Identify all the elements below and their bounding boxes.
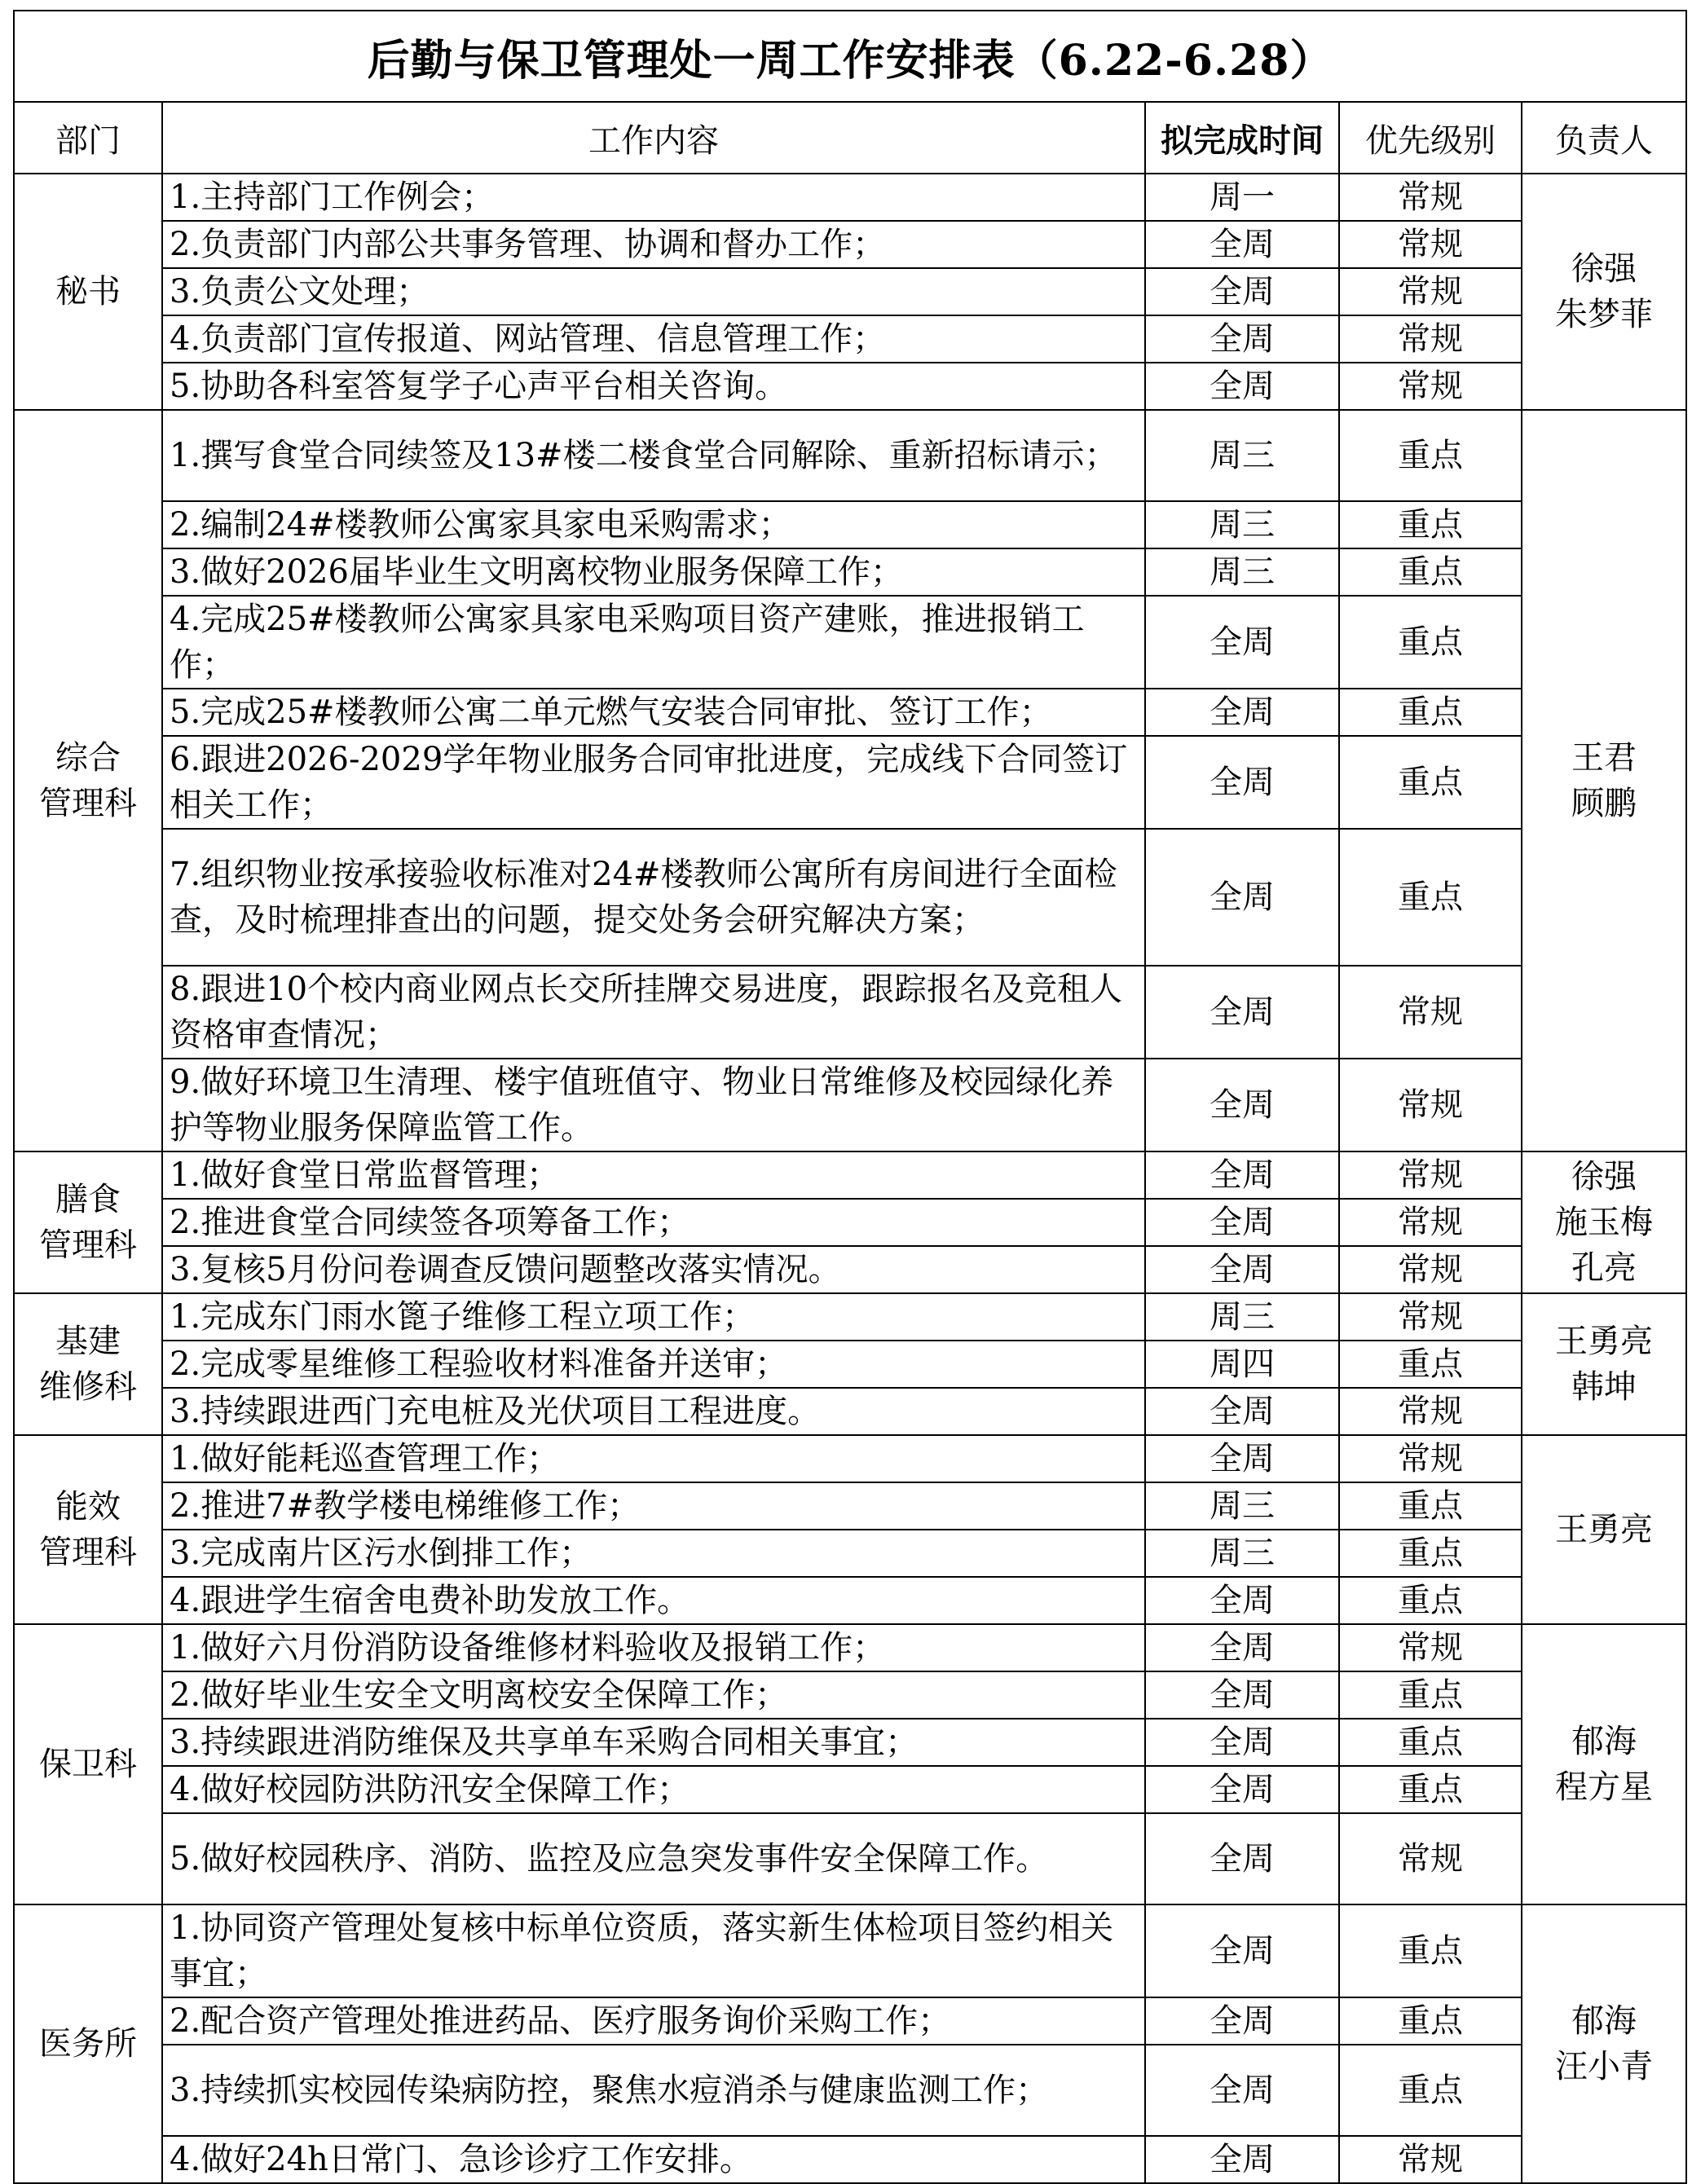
header-owner: 负责人 — [1522, 102, 1686, 174]
table-row — [14, 1435, 1686, 1482]
task-content-cell: 1.完成东门雨水篦子维修工程立项工作； — [162, 1293, 1145, 1341]
priority-cell: 常规 — [1339, 174, 1522, 221]
table-row — [14, 2136, 1686, 2183]
deadline-cell: 周三 — [1145, 548, 1339, 596]
task-content-cell: 1.做好食堂日常监督管理； — [162, 1151, 1145, 1199]
task-content-cell: 2.配合资产管理处推进药品、医疗服务询价采购工作； — [162, 1997, 1145, 2045]
deadline-cell: 全周 — [1145, 1766, 1339, 1813]
deadline-cell: 全周 — [1145, 2045, 1339, 2136]
deadline-cell: 全周 — [1145, 1577, 1339, 1624]
table-row — [14, 1246, 1686, 1293]
owner-name: 孔亮 — [1571, 1249, 1637, 1287]
task-content-cell: 3.持续跟进西门充电桩及光伏项目工程进度。 — [162, 1388, 1145, 1435]
task-content-cell: 5.协助各科室答复学子心声平台相关咨询。 — [162, 363, 1145, 410]
priority-cell: 常规 — [1339, 221, 1522, 268]
deadline-cell: 全周 — [1145, 1624, 1339, 1671]
deadline-cell: 全周 — [1145, 268, 1339, 315]
owner-name: 顾鹏 — [1571, 785, 1637, 822]
task-content-cell: 4.做好校园防洪防汛安全保障工作； — [162, 1766, 1145, 1813]
owner-cell — [1522, 174, 1686, 410]
priority-cell: 常规 — [1339, 1059, 1522, 1151]
priority-cell: 重点 — [1339, 1577, 1522, 1624]
owner-name: 汪小青 — [1555, 2048, 1653, 2085]
deadline-cell: 全周 — [1145, 966, 1339, 1059]
priority-cell: 重点 — [1339, 829, 1522, 966]
owner-cell — [1522, 1435, 1686, 1624]
deadline-cell: 周四 — [1145, 1341, 1339, 1388]
header-deadline: 拟完成时间 — [1145, 102, 1339, 174]
table-row — [14, 1530, 1686, 1577]
deadline-cell: 全周 — [1145, 1199, 1339, 1246]
table-row — [14, 2045, 1686, 2136]
priority-cell: 常规 — [1339, 966, 1522, 1059]
priority-cell: 常规 — [1339, 1435, 1522, 1482]
table-row — [14, 1293, 1686, 1341]
task-content-cell: 3.做好2026届毕业生文明离校物业服务保障工作； — [162, 548, 1145, 596]
deadline-cell: 周三 — [1145, 410, 1339, 501]
priority-cell: 重点 — [1339, 1482, 1522, 1530]
task-content-cell: 9.做好环境卫生清理、楼宇值班值守、物业日常维修及校园绿化养护等物业服务保障监管工作。 — [162, 1059, 1145, 1151]
priority-cell: 重点 — [1339, 1766, 1522, 1813]
department-cell — [14, 1624, 162, 1904]
table-row — [14, 1151, 1686, 1199]
task-content-cell: 2.推进7#教学楼电梯维修工作； — [162, 1482, 1145, 1530]
deadline-cell: 全周 — [1145, 1997, 1339, 2045]
deadline-cell: 全周 — [1145, 1388, 1339, 1435]
priority-cell: 常规 — [1339, 1388, 1522, 1435]
task-content-cell: 5.完成25#楼教师公寓二单元燃气安装合同审批、签订工作； — [162, 689, 1145, 736]
deadline-cell: 全周 — [1145, 363, 1339, 410]
table-row — [14, 363, 1686, 410]
deadline-cell: 全周 — [1145, 221, 1339, 268]
deadline-cell: 全周 — [1145, 1059, 1339, 1151]
priority-cell: 重点 — [1339, 410, 1522, 501]
priority-cell: 重点 — [1339, 1997, 1522, 2045]
department-name-line: 保卫科 — [39, 1746, 137, 1783]
deadline-cell: 全周 — [1145, 2136, 1339, 2183]
priority-cell: 重点 — [1339, 501, 1522, 548]
priority-cell: 重点 — [1339, 596, 1522, 689]
table-row — [14, 501, 1686, 548]
owner-name: 王勇亮 — [1555, 1511, 1653, 1548]
task-content-cell: 2.负责部门内部公共事务管理、协调和督办工作； — [162, 221, 1145, 268]
table-row — [14, 966, 1686, 1059]
table-row — [14, 548, 1686, 596]
priority-cell: 常规 — [1339, 1624, 1522, 1671]
priority-cell: 常规 — [1339, 1199, 1522, 1246]
deadline-cell: 全周 — [1145, 1246, 1339, 1293]
table-row — [14, 1813, 1686, 1904]
task-content-cell: 5.做好校园秩序、消防、监控及应急突发事件安全保障工作。 — [162, 1813, 1145, 1904]
task-content-cell: 4.完成25#楼教师公寓家具家电采购项目资产建账，推进报销工作； — [162, 596, 1145, 689]
department-name-line: 医务所 — [39, 2025, 137, 2063]
priority-cell: 重点 — [1339, 1530, 1522, 1577]
deadline-cell: 全周 — [1145, 1435, 1339, 1482]
priority-cell: 重点 — [1339, 736, 1522, 829]
task-content-cell: 4.跟进学生宿舍电费补助发放工作。 — [162, 1577, 1145, 1624]
department-cell — [14, 1904, 162, 2183]
priority-cell: 常规 — [1339, 315, 1522, 363]
owner-cell — [1522, 410, 1686, 1151]
department-name-line: 管理科 — [39, 1534, 137, 1571]
department-cell — [14, 1435, 162, 1624]
priority-cell: 常规 — [1339, 268, 1522, 315]
schedule-sheet — [13, 10, 1685, 2184]
sheet-title: 后勤与保卫管理处一周工作安排表（6.22-6.28） — [14, 11, 1686, 102]
deadline-cell: 全周 — [1145, 1904, 1339, 1997]
priority-cell: 常规 — [1339, 1813, 1522, 1904]
owner-cell — [1522, 1151, 1686, 1293]
task-content-cell: 2.编制24#楼教师公寓家具家电采购需求； — [162, 501, 1145, 548]
table-row — [14, 1904, 1686, 1997]
deadline-cell: 全周 — [1145, 315, 1339, 363]
owner-cell — [1522, 1293, 1686, 1435]
table-row — [14, 829, 1686, 966]
task-content-cell: 4.负责部门宣传报道、网站管理、信息管理工作； — [162, 315, 1145, 363]
deadline-cell: 全周 — [1145, 1719, 1339, 1766]
priority-cell: 常规 — [1339, 363, 1522, 410]
task-content-cell: 3.负责公文处理； — [162, 268, 1145, 315]
priority-cell: 重点 — [1339, 1719, 1522, 1766]
owner-name: 韩坤 — [1571, 1368, 1637, 1406]
priority-cell: 常规 — [1339, 1246, 1522, 1293]
owner-name: 徐强 — [1571, 250, 1637, 288]
deadline-cell: 周三 — [1145, 1293, 1339, 1341]
department-cell — [14, 1293, 162, 1435]
department-name-line: 管理科 — [39, 785, 137, 822]
task-content-cell: 2.完成零星维修工程验收材料准备并送审； — [162, 1341, 1145, 1388]
department-cell — [14, 1151, 162, 1293]
header-priority: 优先级别 — [1339, 102, 1522, 174]
task-content-cell: 8.跟进10个校内商业网点长交所挂牌交易进度，跟踪报名及竞租人资格审查情况； — [162, 966, 1145, 1059]
department-name-line: 膳食 — [55, 1181, 121, 1218]
task-content-cell: 3.完成南片区污水倒排工作； — [162, 1530, 1145, 1577]
table-row — [14, 1624, 1686, 1671]
table-row — [14, 1766, 1686, 1813]
deadline-cell: 周三 — [1145, 1530, 1339, 1577]
deadline-cell: 周三 — [1145, 501, 1339, 548]
deadline-cell: 周一 — [1145, 174, 1339, 221]
task-content-cell: 3.复核5月份问卷调查反馈问题整改落实情况。 — [162, 1246, 1145, 1293]
table-row — [14, 268, 1686, 315]
owner-name: 王君 — [1571, 739, 1637, 777]
deadline-cell: 全周 — [1145, 1671, 1339, 1719]
table-row — [14, 1341, 1686, 1388]
owner-cell — [1522, 1624, 1686, 1904]
deadline-cell: 全周 — [1145, 1151, 1339, 1199]
deadline-cell: 周三 — [1145, 1482, 1339, 1530]
task-content-cell: 1.做好六月份消防设备维修材料验收及报销工作； — [162, 1624, 1145, 1671]
table-row — [14, 736, 1686, 829]
department-cell — [14, 410, 162, 1151]
owner-name: 程方星 — [1555, 1768, 1653, 1806]
deadline-cell: 全周 — [1145, 596, 1339, 689]
owner-name: 施玉梅 — [1555, 1204, 1653, 1241]
department-name-line: 基建 — [55, 1323, 121, 1360]
owner-name: 王勇亮 — [1555, 1323, 1653, 1360]
table-row — [14, 1059, 1686, 1151]
task-content-cell: 6.跟进2026-2029学年物业服务合同审批进度，完成线下合同签订相关工作； — [162, 736, 1145, 829]
table-row — [14, 1671, 1686, 1719]
department-name-line: 秘书 — [55, 273, 121, 310]
department-name-line: 管理科 — [39, 1226, 137, 1264]
table-row — [14, 1719, 1686, 1766]
priority-cell: 重点 — [1339, 548, 1522, 596]
priority-cell: 重点 — [1339, 1341, 1522, 1388]
task-content-cell: 1.协同资产管理处复核中标单位资质，落实新生体检项目签约相关事宜； — [162, 1904, 1145, 1997]
owner-name: 郁海 — [1571, 2002, 1637, 2040]
priority-cell: 常规 — [1339, 2136, 1522, 2183]
table-row — [14, 315, 1686, 363]
owner-name: 郁海 — [1571, 1723, 1637, 1760]
owner-name: 朱梦菲 — [1555, 296, 1653, 333]
table-row — [14, 221, 1686, 268]
task-content-cell: 1.主持部门工作例会； — [162, 174, 1145, 221]
owner-name: 徐强 — [1571, 1158, 1637, 1195]
task-content-cell: 2.推进食堂合同续签各项筹备工作； — [162, 1199, 1145, 1246]
task-content-cell: 1.撰写食堂合同续签及13#楼二楼食堂合同解除、重新招标请示； — [162, 410, 1145, 501]
task-content-cell: 3.持续跟进消防维保及共享单车采购合同相关事宜； — [162, 1719, 1145, 1766]
task-content-cell: 2.做好毕业生安全文明离校安全保障工作； — [162, 1671, 1145, 1719]
schedule-body — [14, 174, 1686, 2183]
table-row — [14, 1997, 1686, 2045]
table-row — [14, 1388, 1686, 1435]
priority-cell: 常规 — [1339, 1293, 1522, 1341]
department-name-line: 综合 — [55, 739, 121, 777]
table-row — [14, 1482, 1686, 1530]
task-content-cell: 1.做好能耗巡查管理工作； — [162, 1435, 1145, 1482]
header-content: 工作内容 — [162, 102, 1145, 174]
task-content-cell: 4.做好24h日常门、急诊诊疗工作安排。 — [162, 2136, 1145, 2183]
table-row — [14, 596, 1686, 689]
department-cell — [14, 174, 162, 410]
task-content-cell: 7.组织物业按承接验收标准对24#楼教师公寓所有房间进行全面检查，及时梳理排查出的问题，提交处务会研究解决方案； — [162, 829, 1145, 966]
priority-cell: 重点 — [1339, 1671, 1522, 1719]
priority-cell: 重点 — [1339, 2045, 1522, 2136]
priority-cell: 常规 — [1339, 1151, 1522, 1199]
table-row — [14, 1577, 1686, 1624]
table-row — [14, 174, 1686, 221]
deadline-cell: 全周 — [1145, 689, 1339, 736]
department-name-line: 能效 — [55, 1488, 121, 1526]
deadline-cell: 全周 — [1145, 829, 1339, 966]
deadline-cell: 全周 — [1145, 736, 1339, 829]
priority-cell: 重点 — [1339, 1904, 1522, 1997]
priority-cell: 重点 — [1339, 689, 1522, 736]
table-row — [14, 1199, 1686, 1246]
schedule-table — [13, 10, 1687, 2184]
table-row — [14, 410, 1686, 501]
department-name-line: 维修科 — [39, 1368, 137, 1406]
header-department: 部门 — [14, 102, 162, 174]
deadline-cell: 全周 — [1145, 1813, 1339, 1904]
task-content-cell: 3.持续抓实校园传染病防控，聚焦水痘消杀与健康监测工作； — [162, 2045, 1145, 2136]
owner-cell — [1522, 1904, 1686, 2183]
table-row — [14, 689, 1686, 736]
